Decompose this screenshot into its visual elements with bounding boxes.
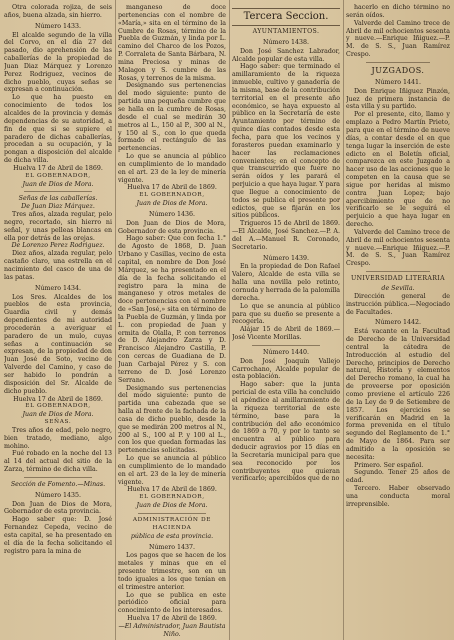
section-title: Tercera Seccion.: [232, 8, 340, 26]
governor-title: EL GOBERNADOR,: [25, 172, 91, 179]
paragraph: Don José Joaquín Vallejo Carrochano, Alcalde popular de esta población.: [232, 357, 340, 381]
column-3: [232, 4, 340, 636]
section-title: UNIVERSIDAD LITERARIA: [350, 275, 446, 283]
date-line: Huelva 17 de Abril de 1869.: [127, 184, 217, 192]
paragraph: hacerlo en dicho término no serán oídos.: [346, 4, 450, 19]
section-heading: Sección de Fomento.—Minas.: [10, 480, 106, 488]
notice-number: Número 1435.: [34, 491, 82, 499]
column-rule: [343, 0, 344, 640]
paragraph: Dirección general de instrucción pública.—Negociado de Facultades.: [346, 292, 450, 316]
divider: [24, 191, 92, 192]
date-line: Huelva 17 de Abril de 1869.: [13, 395, 103, 403]
paragraph: Diez años, alzada regular, pelo castaño claro, una estrella en el nacimiento del casco de una de las patas.: [4, 250, 112, 281]
notice-number: Número 1439.: [262, 254, 310, 262]
paragraph: En la propiedad de Don Rafael Valero, Alcalde de esta villa se halla una novilla pelo retinto, cornuda y herrada de la palomilla derecha.: [232, 263, 340, 302]
paragraph: manganeso de doce pertenencias con el nombre de «María,» sita en el término de la Cumbre de Rosas, término de la Puebla de Guzmán, y linda por L. camino del Charco de los Pozos, P. Corraleta de Santa Bárbara, N. mina Preciosa y minas de Malagon y S. cumbre de las Rosas, y terrenos de la misma.: [118, 4, 226, 82]
divider: [366, 271, 430, 272]
date-line: Valverde del Camino trece de Abril de mil ochocientos sesenta y nueve.—Enrique Iñiguez.—P. M. de S. S., Juan Ramírez Crespo.: [346, 19, 450, 59]
paragraph: Hago saber: que la junta pericial de esta villa ha concluido el apéndice al amillaramiento de la riqueza territorial de este término, base para la contribución del año económico de 1869 a 70, y por lo tanto se encuentra al público para deducir agravios por 15 días en la Secretaría municipal para que sea reconocido por los contribuyentes que quieran verificarlo; apercibidos que de no: [232, 381, 340, 483]
date-line: Trigueros 15 de Abril de 1869.—El Alcalde, José Sanchez.—P. A. del A.—Manuel R. Coronado, Secretario.: [232, 220, 340, 251]
paragraph: Don Juan de Dios de Mora, Gobernador de esta provincia.: [4, 500, 112, 516]
date-line: Valverde del Camino trece de Abril de mil ochocientos sesenta y nueve.—Enrique Iñiguez.—P. M. de S. S., Juan Ramírez Crespo.: [346, 228, 450, 268]
paragraph: Designando sus pertenencias del modo siguiente: punto de partida una pequeña cumbre que se halla en la cumbre de Rosas, desde el cual se medirán 30 metros al L., 150 al P., 300 al N., y 150 al S., con lo que queda formado el rectángulo de las pertenencias.: [118, 82, 226, 153]
column-rule: [115, 0, 116, 640]
notice-number: Número 1433.: [34, 22, 82, 30]
owner-heading: De Juan Diaz Márquez.: [21, 203, 95, 211]
date-line: Alájar 15 de Abril de 1869.—José Vicente Morillas.: [232, 326, 340, 342]
paragraph: Hago saber: Que con fecha 1.° de Agosto de 1868, D. Juan Urbano y Casillas, vecino de esta capital, en nombre de Don José Márquez, se ha presentado en el día de la fecha solicitando el registro para la mina de manganeso y otros metales de doce pertenencias con el nombre de «San José,» sita en término de la Puebla de Guzmán, y linda por L. con propiedad de Juan y ermita de Olalla, P. con terrenos de D. Alejandro Zarza y D. Francisco Alejandro Castilla, P. con cercas de Guadiana de D. Juan Carbajal Pérez y S. con terreno de D. José Lorenzo Serrano.: [118, 235, 226, 384]
column-1: [4, 4, 112, 636]
divider: [138, 513, 206, 514]
notice-number: Número 1434.: [34, 284, 82, 292]
owner-heading: De Lorenzo Perez Rodriguez.: [11, 242, 105, 250]
notice-number: Número 1440.: [262, 348, 310, 356]
paragraph: Hago saber que: D. José Fernandez Cepeda, vecino de esta capital, se ha presentado en el día de la fecha solicitando el registro para la mina de: [4, 516, 112, 555]
paragraph: Hago saber: que terminado el amillaramiento de la riqueza inmueble, cultivo y ganadería de la misma, base de la contribución territorial en el presente año económico, se haya expuesto al público en la Secretaría de este Ayuntamiento por término de quince días contados desde esta fecha, para que los vecinos y forasteros puedan examinarlo y hacer las reclamaciones convenientes; en el concepto de que transcurrido que fuere no serán oídos y les parará el perjuicio a que haya lugar. Y para que llegue a conocimiento de todos se publica el presente por edictos, que se fijarán en los sitios públicos.: [232, 63, 340, 220]
paragraph: Otra colorada rojiza, de seis años, buena alzada, sin hierro.: [4, 4, 112, 19]
notice-number: Número 1442.: [374, 319, 422, 327]
signature: Juan de Dios de Mora.: [136, 502, 208, 510]
section-title: JUZGADOS.: [371, 65, 425, 75]
paragraph: Lo que se anuncia al público en cumplimiento de lo mandado en el art. 23 de la ley de minería vigente.: [118, 153, 226, 184]
column-rule: [229, 0, 230, 640]
date-line: Huelva 17 de Abril de 1869.: [127, 615, 217, 623]
notice-number: Número 1441.: [374, 78, 422, 86]
paragraph: Lo que se anuncia al público en cumplimiento de lo mandado en el art. 23 de la ley de minería vigente.: [118, 455, 226, 486]
paragraph: Don Juan de Dios de Mora, Gobernador de esta provincia.: [118, 219, 226, 235]
paragraph: Por el presente, cito, llamo y emplazo a Pedro Martín Prieto, para que en el término de nueve días, a contar desde el en que tenga lugar la inserción de este edicto en el Boletín oficial, comparezca en este Juzgado a hacer uso de las acciones que le competen en la causa que se sigue por heridas al mismo contra Juan Lopez; bajo apercibimiento que de no verificarlo se le seguirá el perjuicio a que haya lugar en derecho.: [346, 111, 450, 229]
paragraph: Lo que se anuncia al público para que su dueño se presente a recogerla.: [232, 302, 340, 326]
notice-number: Número 1436.: [148, 210, 196, 218]
paragraph: Segundo. Tener 25 años de edad.: [346, 469, 450, 485]
paragraph: Tres años, alzada regular, pelo negro, recortado, sin hierro ni señal, y unas pelleas blancas en ella por detrás de las orejas.: [4, 211, 112, 242]
signature: Juan de Dios de Mora.: [22, 180, 94, 188]
governor-title: EL GOBERNADOR,: [25, 403, 91, 410]
paragraph: Los Sres. Alcaldes de los pueblos de esta provincia, Guardia civil y demás dependientes de mi autoridad procederán a averiguar el paradero de un mulo, cuyas señas a continuación se expresan, de la propiedad de don Juan José de Soto, vecino de Valverde del Camino, y caso de ser habido lo pondrán a disposición del Sr. Alcalde de dicho pueblo.: [4, 293, 112, 395]
section-heading: ADMINISTRACIÓN DE HACIENDA: [132, 517, 212, 531]
section-subtitle: de Sevilla.: [381, 285, 415, 292]
paragraph: Don Enrique Iñiguez Pinzón, Juez de primera instancia de esta villa y su partido.: [346, 87, 450, 111]
divider: [366, 62, 430, 63]
paragraph: Los pagos que se hacen de los metales y minas que en el presente trimestre, son en un todo iguales a los que tenían en el trimestre anterior.: [118, 552, 226, 591]
paragraph: Primero. Ser español.: [354, 461, 424, 469]
signature: —El Administrador, Juan Bautista Niño.: [118, 622, 226, 636]
paragraph: Tres años de edad, pelo negro, bien tratado, mediano, algo mohino.: [4, 426, 112, 450]
paragraph: Don José Sanchez Labrador, Alcalde popular de esta villa.: [232, 47, 340, 63]
paragraph: Está vacante en la Facultad de Derecho de la Universidad central la cátedra de Introducción al estudio del Derecho, principios de Derecho natural, Historia y elementos del Derecho romano, la cual ha de proveerse por oposición como previene el artículo 226 de la Ley de 9 de Setiembre de 1857. Los ejercicios se verificarán en Madrid en la forma prevenida en el título segundo del Reglamento de 1.° de Mayo de 1864. Para ser admitido a la oposición se necesita:: [346, 328, 450, 461]
section-subtitle: AYUNTAMIENTOS.: [252, 28, 320, 35]
governor-title: EL GOBERNADOR,: [139, 192, 205, 199]
date-line: Huelva 17 de Abril de 1869.: [13, 164, 103, 172]
paragraph: Lo que se publica en este periódico oficial para conocimiento de los interesados.: [118, 591, 226, 615]
paragraph: Lo que ha puesto en conocimiento de todos los alcaldes de la provincia y demás dependencias de su autoridad, a fin de que si se supiere el paradero de dichas caballerías, procedan a su ocupación, y la pongan a disposición del alcalde de dicha villa.: [4, 94, 112, 165]
paragraph: Designando sus pertenencias del modo siguiente: punto de partida una cabezada que se halla al frente de la fachada de la casa de dicho pueblo, desde la que se medirán 200 metros al N., 200 al S., 100 al P. y 100 al L., con los que quedan formadas las pertenencias solicitadas.: [118, 384, 226, 455]
paragraph: Fué robado en la noche del 13 al 14 del actual del sitio de la Zarza, término de dicha villa.: [4, 450, 112, 474]
section-subheading: pública de esta provincia.: [130, 532, 214, 540]
column-2: [118, 4, 226, 636]
governor-title: EL GOBERNADOR,: [139, 494, 205, 501]
paragraph: Tercero. Haber observado una conducta moral irreprensible.: [346, 485, 450, 508]
date-line: Huelva 17 de Abril de 1869.: [127, 486, 217, 494]
divider: [24, 477, 92, 478]
signature: Juan de Dios de Mora.: [22, 411, 94, 419]
paragraph: El alcalde segundo de la villa del Corvo, en el día 27 del pasado, dio aprehensión de las caballerías de la propiedad de Juan Diaz Márquez y Lorenzo Perez Rodriguez, vecinos de dicho pueblo, cuyas señas se expresan a continuación.: [4, 31, 112, 94]
notice-number: Número 1438.: [262, 38, 310, 46]
notice-number: Número 1437.: [148, 543, 196, 551]
section-subheading: Señas de las caballerías.: [18, 195, 98, 203]
section-subheading: SEÑAS.: [44, 419, 72, 426]
divider: [252, 345, 320, 346]
column-4: [346, 4, 450, 636]
signature: Juan de Dios de Mora.: [136, 200, 208, 208]
